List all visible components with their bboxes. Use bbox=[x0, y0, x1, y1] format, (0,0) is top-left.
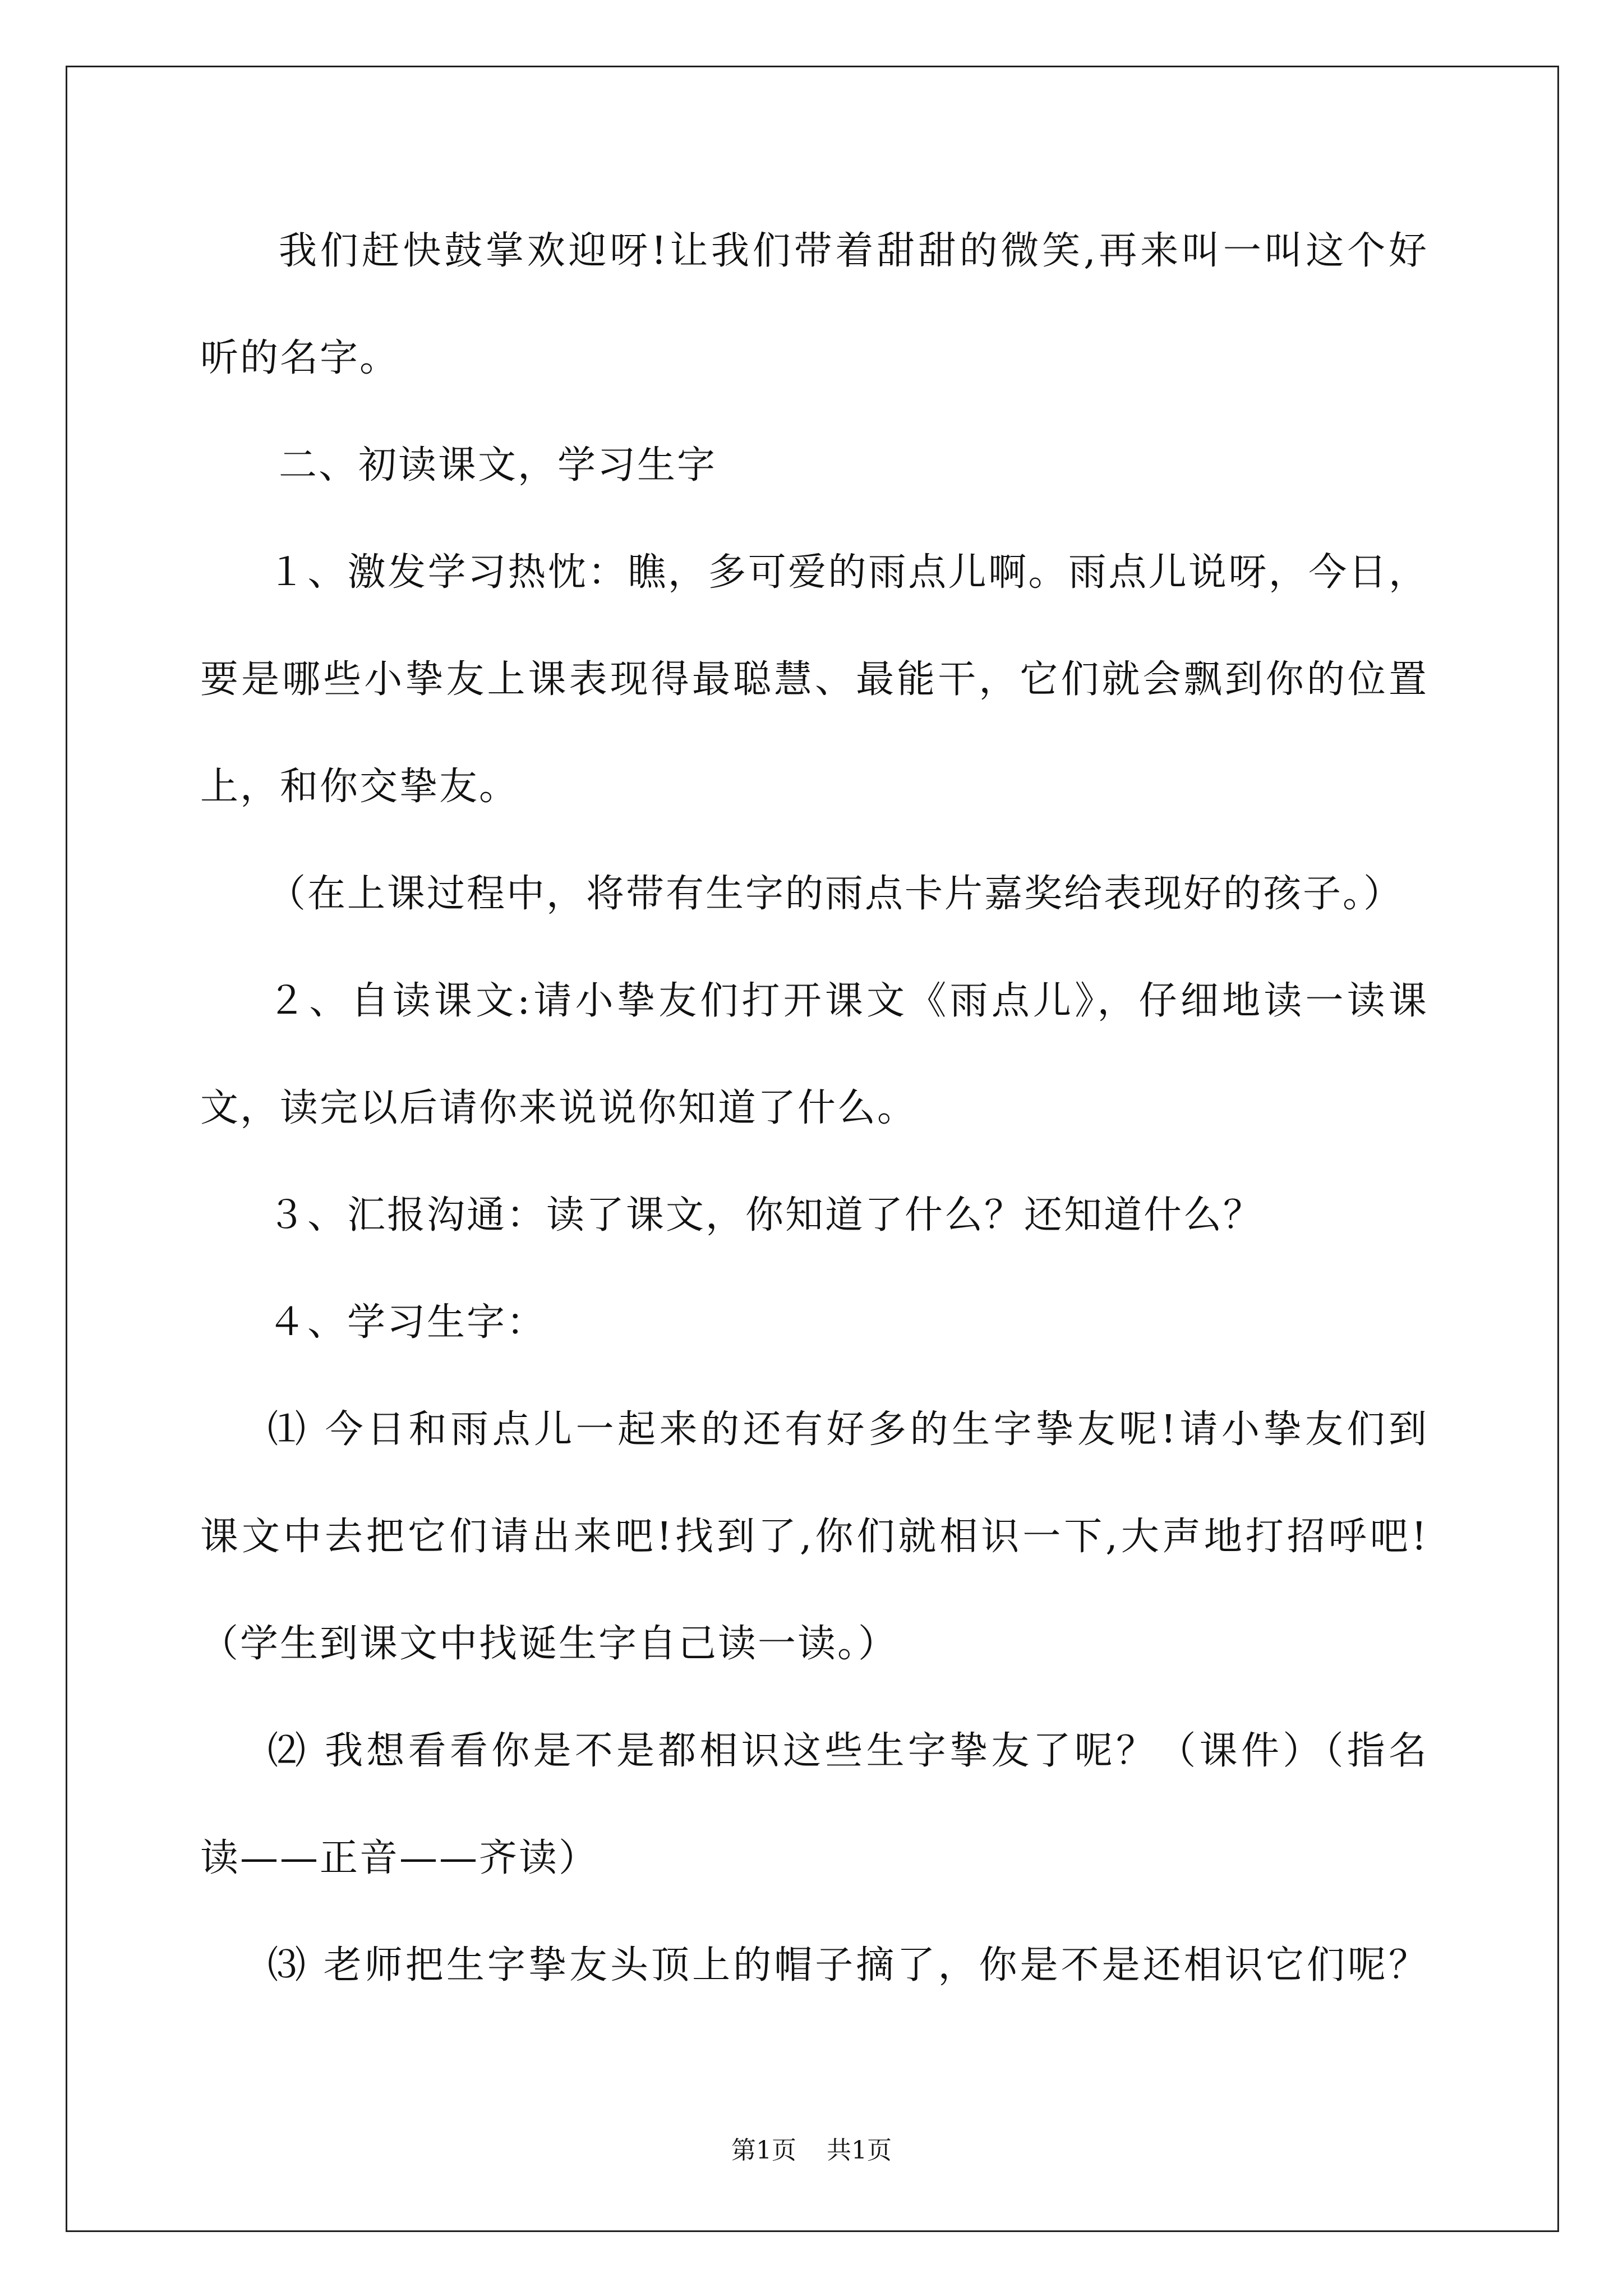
paragraph-line: ⑶ 老师把生字挚友头顶上的帽子摘了，你是不是还相识它们呢？ bbox=[268, 1943, 1428, 1987]
paragraph-line: 要是哪些小挚友上课表现得最聪慧、最能干，它们就会飘到你的位置 bbox=[200, 657, 1428, 702]
paragraph-line: （在上课过程中，将带有生字的雨点卡片嘉奖给表现好的孩子。） bbox=[268, 872, 1404, 916]
page-total: 共1页 bbox=[827, 2136, 892, 2165]
paragraph-line: ２、自读课文:请小挚友们打开课文《雨点儿》，仔细地读一读课 bbox=[268, 979, 1428, 1023]
paragraph-line: 听的名字。 bbox=[200, 336, 400, 380]
paragraph-line: 课文中去把它们请出来吧!找到了,你们就相识一下,大声地打招呼吧! bbox=[200, 1515, 1428, 1559]
page-number: 第1页 bbox=[731, 2136, 796, 2165]
paragraph-line: ４、学习生字： bbox=[268, 1300, 547, 1345]
paragraph-line: １、激发学习热忱：瞧，多可爱的雨点儿啊。雨点儿说呀，今日， bbox=[268, 550, 1428, 595]
page-border bbox=[66, 66, 1559, 2232]
page-footer bbox=[0, 2138, 1623, 2163]
paragraph-line: ⑵ 我想看看你是不是都相识这些生字挚友了呢？（课件）（指名 bbox=[268, 1729, 1428, 1773]
paragraph-line: 我们赶快鼓掌欢迎呀!让我们带着甜甜的微笑,再来叫一叫这个好 bbox=[279, 229, 1428, 273]
paragraph-line: （学生到课文中找诞生字自己读一读。） bbox=[200, 1622, 898, 1666]
paragraph-line: ⑴ 今日和雨点儿一起来的还有好多的生字挚友呢!请小挚友们到 bbox=[268, 1407, 1428, 1452]
paragraph-line: 文，读完以后请你来说说你知道了什么。 bbox=[200, 1086, 917, 1130]
paragraph-line: 上，和你交挚友。 bbox=[200, 765, 519, 809]
paragraph-line: ３、汇报沟通：读了课文，你知道了什么？还知道什么？ bbox=[268, 1193, 1264, 1237]
section-heading: 二、初读课文，学习生字 bbox=[279, 443, 717, 487]
paragraph-line: 读——正音——齐读） bbox=[200, 1836, 599, 1880]
